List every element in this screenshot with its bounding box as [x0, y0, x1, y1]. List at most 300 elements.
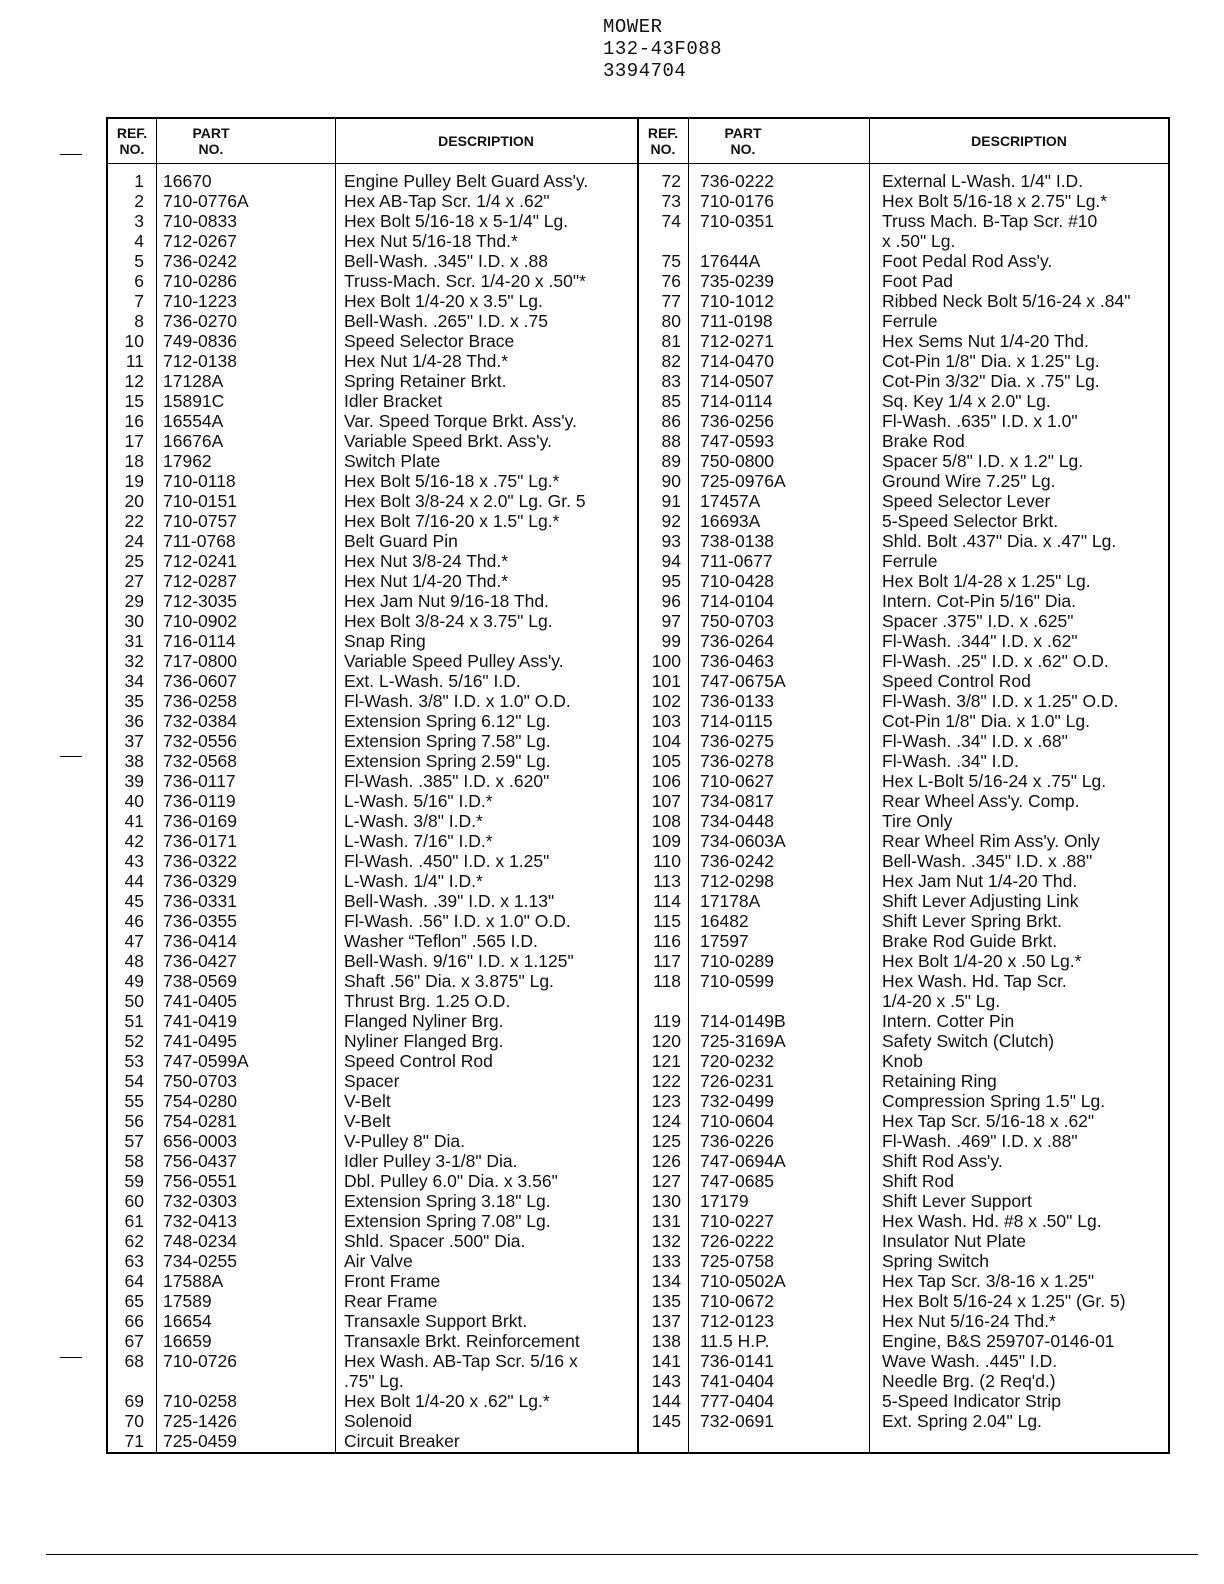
part-description: Hex AB-Tap Scr. 1/4 x .62": [344, 191, 550, 211]
ref-number: 143: [651, 1371, 681, 1391]
part-number: 16670: [163, 171, 212, 191]
part-number: 741-0495: [163, 1031, 237, 1051]
part-description: Nyliner Flanged Brg.: [344, 1031, 504, 1051]
ref-number: 50: [124, 991, 144, 1011]
part-description: Hex Nut 3/8-24 Thd.*: [344, 551, 509, 571]
part-description: Extension Spring 3.18" Lg.: [344, 1191, 551, 1211]
part-description: Hex Bolt 5/16-18 x 2.75" Lg.*: [882, 191, 1108, 211]
part-description: Brake Rod: [882, 431, 965, 451]
part-number: 736-0607: [163, 671, 237, 691]
part-description: Shift Lever Support: [882, 1191, 1032, 1211]
part-description: Ext. Spring 2.04" Lg.: [882, 1411, 1042, 1431]
part-description: Fl-Wash. .469" I.D. x .88": [882, 1131, 1078, 1151]
table-row: [108, 1311, 1168, 1331]
ref-number: 45: [124, 891, 144, 911]
ref-number: 25: [124, 551, 144, 571]
part-number: 15891C: [163, 391, 225, 411]
part-description: Ferrule: [882, 311, 938, 331]
ref-number: 4: [134, 231, 144, 251]
table-row: [108, 1011, 1168, 1031]
part-description: Sq. Key 1/4 x 2.0" Lg.: [882, 391, 1051, 411]
col-header-description: DESCRIPTION: [438, 133, 534, 149]
part-number: 710-0258: [163, 1391, 237, 1411]
part-description: Front Frame: [344, 1271, 441, 1291]
part-description: Truss-Mach. Scr. 1/4-20 x .50"*: [344, 271, 586, 291]
ref-number: 125: [651, 1131, 681, 1151]
part-number: 750-0703: [700, 611, 774, 631]
ref-number: 52: [124, 1031, 144, 1051]
table-row: [108, 311, 1168, 331]
ref-number: 58: [124, 1151, 144, 1171]
part-description: Speed Control Rod: [344, 1051, 493, 1071]
part-description: Extension Spring 2.59" Lg.: [344, 751, 551, 771]
part-description: Spring Retainer Brkt.: [344, 371, 507, 391]
part-number: 712-0138: [163, 351, 237, 371]
part-number: 717-0800: [163, 651, 237, 671]
part-description: Hex Wash. Hd. #8 x .50" Lg.: [882, 1211, 1102, 1231]
part-description: Shift Lever Spring Brkt.: [882, 911, 1062, 931]
ref-number: 16: [124, 411, 144, 431]
table-row: [108, 851, 1168, 871]
part-description: Hex Bolt 5/16-24 x 1.25" (Gr. 5): [882, 1291, 1126, 1311]
part-number: 725-3169A: [700, 1031, 786, 1051]
table-row: [108, 911, 1168, 931]
ref-number: 2: [134, 191, 144, 211]
part-number: 732-0691: [700, 1411, 774, 1431]
ref-number: 141: [651, 1351, 681, 1371]
ref-number: 123: [651, 1091, 681, 1111]
ref-number: 135: [651, 1291, 681, 1311]
part-description: Belt Guard Pin: [344, 531, 458, 551]
part-number: 712-3035: [163, 591, 237, 611]
part-number: 17588A: [163, 1271, 224, 1291]
table-row: [108, 1171, 1168, 1191]
table-row: [108, 1191, 1168, 1211]
ref-number: 8: [134, 311, 144, 331]
part-number: 714-0470: [700, 351, 774, 371]
table-row: [108, 891, 1168, 911]
part-number: 736-0242: [700, 851, 774, 871]
part-number: 738-0138: [700, 531, 774, 551]
part-number: 711-0198: [700, 311, 773, 331]
col-header-part: PART NO.: [192, 125, 230, 157]
ref-number: 126: [651, 1151, 681, 1171]
part-number: 750-0800: [700, 451, 774, 471]
table-row: [108, 171, 1168, 191]
ref-number: 10: [124, 331, 144, 351]
part-description: Circuit Breaker: [344, 1431, 460, 1451]
part-number: 710-0604: [700, 1111, 774, 1131]
ref-number: 88: [661, 431, 681, 451]
part-description: Fl-Wash. .56" I.D. x 1.0" O.D.: [344, 911, 571, 931]
part-description: Cot-Pin 1/8" Dia. x 1.25" Lg.: [882, 351, 1100, 371]
part-number: 714-0115: [700, 711, 773, 731]
part-description: Transaxle Brkt. Reinforcement: [344, 1331, 580, 1351]
part-number: 732-0303: [163, 1191, 237, 1211]
part-description: Variable Speed Pulley Ass'y.: [344, 651, 564, 671]
part-description: Speed Selector Brace: [344, 331, 515, 351]
table-row: [108, 331, 1168, 351]
table-row: [108, 651, 1168, 671]
ref-number: 32: [124, 651, 144, 671]
ref-number: 68: [124, 1351, 144, 1371]
part-number: 736-0258: [163, 691, 237, 711]
part-description: V-Belt: [344, 1091, 391, 1111]
ref-number: 103: [651, 711, 681, 731]
part-number: 736-0171: [163, 831, 237, 851]
ref-number: 118: [653, 971, 681, 991]
part-number: 736-0117: [163, 771, 236, 791]
table-row: [108, 631, 1168, 651]
part-description: Switch Plate: [344, 451, 441, 471]
table-row: [108, 1091, 1168, 1111]
part-description: Dbl. Pulley 6.0" Dia. x 3.56": [344, 1171, 558, 1191]
table-row: [108, 531, 1168, 551]
table-row: [108, 731, 1168, 751]
ref-number: 77: [661, 291, 681, 311]
table-row: [108, 271, 1168, 291]
ref-number: 122: [651, 1071, 681, 1091]
part-number: 732-0499: [700, 1091, 774, 1111]
table-row: [108, 951, 1168, 971]
part-description: Hex Bolt 1/4-20 x .62" Lg.*: [344, 1391, 550, 1411]
part-description: Bell-Wash. .345" I.D. x .88: [344, 251, 548, 271]
part-description: Snap Ring: [344, 631, 426, 651]
ref-number: 69: [124, 1391, 144, 1411]
ref-number: 44: [124, 871, 144, 891]
part-number: 732-0556: [163, 731, 237, 751]
ref-number: 29: [124, 591, 144, 611]
part-number: 736-0119: [163, 791, 236, 811]
part-description: Idler Bracket: [344, 391, 443, 411]
part-description: Spacer 5/8" I.D. x 1.2" Lg.: [882, 451, 1084, 471]
table-row: [108, 391, 1168, 411]
ref-number: 134: [651, 1271, 681, 1291]
part-description: Hex Wash. AB-Tap Scr. 5/16 x: [344, 1351, 578, 1371]
part-description: Solenoid: [344, 1411, 413, 1431]
part-number: 712-0271: [700, 331, 774, 351]
part-description: Rear Wheel Rim Ass'y. Only: [882, 831, 1100, 851]
ref-number: 34: [124, 671, 144, 691]
part-number: 756-0437: [163, 1151, 237, 1171]
part-description: Cot-Pin 3/32" Dia. x .75" Lg.: [882, 371, 1100, 391]
part-description: Hex Bolt 7/16-20 x 1.5" Lg.*: [344, 511, 560, 531]
ref-number: 60: [124, 1191, 144, 1211]
ref-number: 20: [124, 491, 144, 511]
table-row: [108, 1151, 1168, 1171]
ref-number: 61: [124, 1211, 144, 1231]
part-description: L-Wash. 5/16" I.D.*: [344, 791, 493, 811]
ref-number: 5: [134, 251, 144, 271]
ref-number: 17: [124, 431, 144, 451]
table-row: [108, 711, 1168, 731]
part-number: 736-0264: [700, 631, 774, 651]
ref-number: 83: [661, 371, 681, 391]
part-number: 736-0141: [700, 1351, 774, 1371]
part-number: 736-0270: [163, 311, 237, 331]
part-number: 710-0726: [163, 1351, 237, 1371]
ref-number: 133: [651, 1251, 681, 1271]
part-description: Bell-Wash. .39" I.D. x 1.13": [344, 891, 555, 911]
part-number: 710-0833: [163, 211, 237, 231]
part-description: Fl-Wash. .385" I.D. x .620": [344, 771, 550, 791]
part-description: Extension Spring 6.12" Lg.: [344, 711, 551, 731]
part-number: 736-0355: [163, 911, 237, 931]
table-row: [108, 291, 1168, 311]
part-description: Rear Frame: [344, 1291, 438, 1311]
ref-number: 101: [651, 671, 681, 691]
col-header-description: DESCRIPTION: [971, 133, 1067, 149]
ref-number: 115: [653, 911, 681, 931]
table-row: [108, 1391, 1168, 1411]
part-number: 16654: [163, 1311, 212, 1331]
col-header-ref: REF. NO.: [647, 125, 679, 157]
part-description: Knob: [882, 1051, 923, 1071]
part-number: 710-0118: [163, 471, 236, 491]
part-description: Fl-Wash. .450" I.D. x 1.25": [344, 851, 550, 871]
part-number: 711-0768: [163, 531, 236, 551]
part-description: Fl-Wash. .34" I.D.: [882, 751, 1019, 771]
table-row: [108, 1071, 1168, 1091]
part-description: 5-Speed Selector Brkt.: [882, 511, 1059, 531]
ref-number: 97: [661, 611, 681, 631]
part-number: 747-0685: [700, 1171, 774, 1191]
part-number: 736-0463: [700, 651, 774, 671]
part-description: Transaxle Support Brkt.: [344, 1311, 528, 1331]
part-number: 714-0114: [700, 391, 773, 411]
part-description: Insulator Nut Plate: [882, 1231, 1026, 1251]
part-number: 734-0448: [700, 811, 774, 831]
ref-number: 127: [651, 1171, 681, 1191]
part-number: 736-0226: [700, 1131, 774, 1151]
ref-number: 49: [124, 971, 144, 991]
part-number: 17457A: [700, 491, 761, 511]
ref-number: 40: [124, 791, 144, 811]
part-description: Air Valve: [344, 1251, 413, 1271]
part-number: 714-0507: [700, 371, 774, 391]
col-header-part: PART NO.: [724, 125, 762, 157]
part-number: 11.5 H.P.: [700, 1331, 770, 1351]
part-description: Safety Switch (Clutch): [882, 1031, 1055, 1051]
part-description: Hex Nut 5/16-18 Thd.*: [344, 231, 518, 251]
part-description: Speed Control Rod: [882, 671, 1031, 691]
part-description: Extension Spring 7.58" Lg.: [344, 731, 551, 751]
part-description: L-Wash. 3/8" I.D.*: [344, 811, 483, 831]
table-row: [108, 571, 1168, 591]
margin-mark: [60, 154, 82, 155]
part-number: 714-0104: [700, 591, 774, 611]
ref-number: 31: [124, 631, 144, 651]
ref-number: 124: [651, 1111, 681, 1131]
ref-number: 108: [651, 811, 681, 831]
table-row: [108, 231, 1168, 251]
ref-number: 109: [651, 831, 681, 851]
part-description: Hex Tap Scr. 3/8-16 x 1.25": [882, 1271, 1095, 1291]
part-description: Hex Nut 1/4-28 Thd.*: [344, 351, 509, 371]
part-number: 710-0757: [163, 511, 237, 531]
part-description: Fl-Wash. 3/8" I.D. x 1.0" O.D.: [344, 691, 571, 711]
part-number: 747-0599A: [163, 1051, 249, 1071]
table-row: [108, 1051, 1168, 1071]
part-number: 736-0278: [700, 751, 774, 771]
table-row: [108, 1411, 1168, 1431]
ref-number: 73: [661, 191, 681, 211]
part-description: Hex Bolt 1/4-20 x .50 Lg.*: [882, 951, 1082, 971]
part-number: 16482: [700, 911, 749, 931]
part-number: 726-0231: [700, 1071, 774, 1091]
table-row: [108, 1231, 1168, 1251]
part-number: 714-0149B: [700, 1011, 786, 1031]
part-description: Hex Nut 1/4-20 Thd.*: [344, 571, 509, 591]
part-number: 732-0413: [163, 1211, 237, 1231]
part-description: Foot Pad: [882, 271, 954, 291]
part-number: 712-0123: [700, 1311, 774, 1331]
part-number: 710-0776A: [163, 191, 249, 211]
table-row: [108, 1331, 1168, 1351]
part-number: 756-0551: [163, 1171, 237, 1191]
ref-number: 11: [125, 351, 144, 371]
ref-number: 75: [661, 251, 681, 271]
ref-number: 55: [124, 1091, 144, 1111]
ref-number: 24: [124, 531, 144, 551]
part-number: 17644A: [700, 251, 761, 271]
part-description: Tire Only: [882, 811, 953, 831]
margin-mark: [60, 756, 82, 757]
part-number: 17597: [700, 931, 749, 951]
table-row: [108, 1031, 1168, 1051]
table-row: [108, 1271, 1168, 1291]
part-number: 710-0151: [163, 491, 237, 511]
part-description: Ferrule: [882, 551, 938, 571]
ref-number: 36: [124, 711, 144, 731]
part-number: 712-0298: [700, 871, 774, 891]
table-row: [108, 771, 1168, 791]
table-row: [108, 1211, 1168, 1231]
part-description: Hex Bolt 5/16-18 x .75" Lg.*: [344, 471, 560, 491]
part-number: 736-0427: [163, 951, 237, 971]
ref-number: 56: [124, 1111, 144, 1131]
part-number: 736-0414: [163, 931, 237, 951]
part-description: .75" Lg.: [344, 1371, 404, 1391]
part-number: 741-0404: [700, 1371, 774, 1391]
ref-number: 3: [134, 211, 144, 231]
part-description: x .50" Lg.: [882, 231, 956, 251]
table-row: [108, 811, 1168, 831]
part-number: 754-0280: [163, 1091, 237, 1111]
part-number: 738-0569: [163, 971, 237, 991]
ref-number: 37: [124, 731, 144, 751]
part-description: Rear Wheel Ass'y. Comp.: [882, 791, 1080, 811]
part-description: Flanged Nyliner Brg.: [344, 1011, 504, 1031]
part-description: Fl-Wash. 3/8" I.D. x 1.25" O.D.: [882, 691, 1119, 711]
part-description: Bell-Wash. 9/16" I.D. x 1.125": [344, 951, 574, 971]
part-description: Hex Bolt 3/8-24 x 2.0" Lg. Gr. 5: [344, 491, 586, 511]
ref-number: 47: [124, 931, 144, 951]
table-row: [108, 691, 1168, 711]
part-number: 17589: [163, 1291, 212, 1311]
part-description: Hex Bolt 5/16-18 x 5-1/4" Lg.: [344, 211, 569, 231]
part-number: 710-0627: [700, 771, 774, 791]
part-number: 735-0239: [700, 271, 774, 291]
part-number: 726-0222: [700, 1231, 774, 1251]
part-number: 736-0242: [163, 251, 237, 271]
part-description: Truss Mach. B-Tap Scr. #10: [882, 211, 1098, 231]
part-number: 777-0404: [700, 1391, 774, 1411]
part-number: 725-0758: [700, 1251, 774, 1271]
parts-table: [106, 117, 1170, 1454]
ref-number: 80: [661, 311, 681, 331]
part-number: 736-0256: [700, 411, 774, 431]
ref-number: 41: [124, 811, 144, 831]
ref-number: 1: [134, 171, 144, 191]
part-description: Ext. L-Wash. 5/16" I.D.: [344, 671, 521, 691]
table-row: [108, 371, 1168, 391]
part-description: Thrust Brg. 1.25 O.D.: [344, 991, 511, 1011]
part-number: 16659: [163, 1331, 212, 1351]
part-number: 710-1223: [163, 291, 237, 311]
ref-number: 54: [124, 1071, 144, 1091]
table-row: [108, 251, 1168, 271]
table-row: [108, 991, 1168, 1011]
part-number: 754-0281: [163, 1111, 237, 1131]
part-number: 712-0287: [163, 571, 237, 591]
ref-number: 117: [653, 951, 681, 971]
part-description: Hex Wash. Hd. Tap Scr.: [882, 971, 1067, 991]
part-description: Ground Wire 7.25" Lg.: [882, 471, 1056, 491]
part-number: 747-0694A: [700, 1151, 786, 1171]
table-row: [108, 1251, 1168, 1271]
part-description: Var. Speed Torque Brkt. Ass'y.: [344, 411, 577, 431]
part-description: Shift Rod: [882, 1171, 954, 1191]
ref-number: 63: [124, 1251, 144, 1271]
document-header: [603, 16, 722, 82]
part-number: 16693A: [700, 511, 761, 531]
table-row: [108, 1291, 1168, 1311]
ref-number: 74: [661, 211, 681, 231]
table-row: [108, 211, 1168, 231]
table-row: [108, 931, 1168, 951]
table-row: [108, 1111, 1168, 1131]
part-description: Brake Rod Guide Brkt.: [882, 931, 1058, 951]
table-row: [108, 491, 1168, 511]
part-description: Foot Pedal Rod Ass'y.: [882, 251, 1053, 271]
ref-number: 81: [661, 331, 681, 351]
margin-mark: [60, 1357, 82, 1358]
ref-number: 48: [124, 951, 144, 971]
part-description: Fl-Wash. .344" I.D. x .62": [882, 631, 1078, 651]
ref-number: 30: [124, 611, 144, 631]
ref-number: 57: [124, 1131, 144, 1151]
part-number: 710-0672: [700, 1291, 774, 1311]
col-header-ref: REF. NO.: [116, 125, 148, 157]
ref-number: 91: [661, 491, 681, 511]
ref-number: 42: [124, 831, 144, 851]
part-description: Shld. Bolt .437" Dia. x .47" Lg.: [882, 531, 1117, 551]
table-row: [108, 611, 1168, 631]
part-description: Hex Bolt 3/8-24 x 3.75" Lg.: [344, 611, 553, 631]
part-number: 750-0703: [163, 1071, 237, 1091]
ref-number: 18: [124, 451, 144, 471]
ref-number: 144: [651, 1391, 681, 1411]
part-description: Compression Spring 1.5" Lg.: [882, 1091, 1106, 1111]
header-manual-number: 3394704: [603, 60, 687, 82]
ref-number: 96: [661, 591, 681, 611]
part-number: 747-0675A: [700, 671, 786, 691]
ref-number: 121: [651, 1051, 681, 1071]
part-number: 710-0289: [700, 951, 774, 971]
ref-number: 76: [661, 271, 681, 291]
table-row: [108, 591, 1168, 611]
